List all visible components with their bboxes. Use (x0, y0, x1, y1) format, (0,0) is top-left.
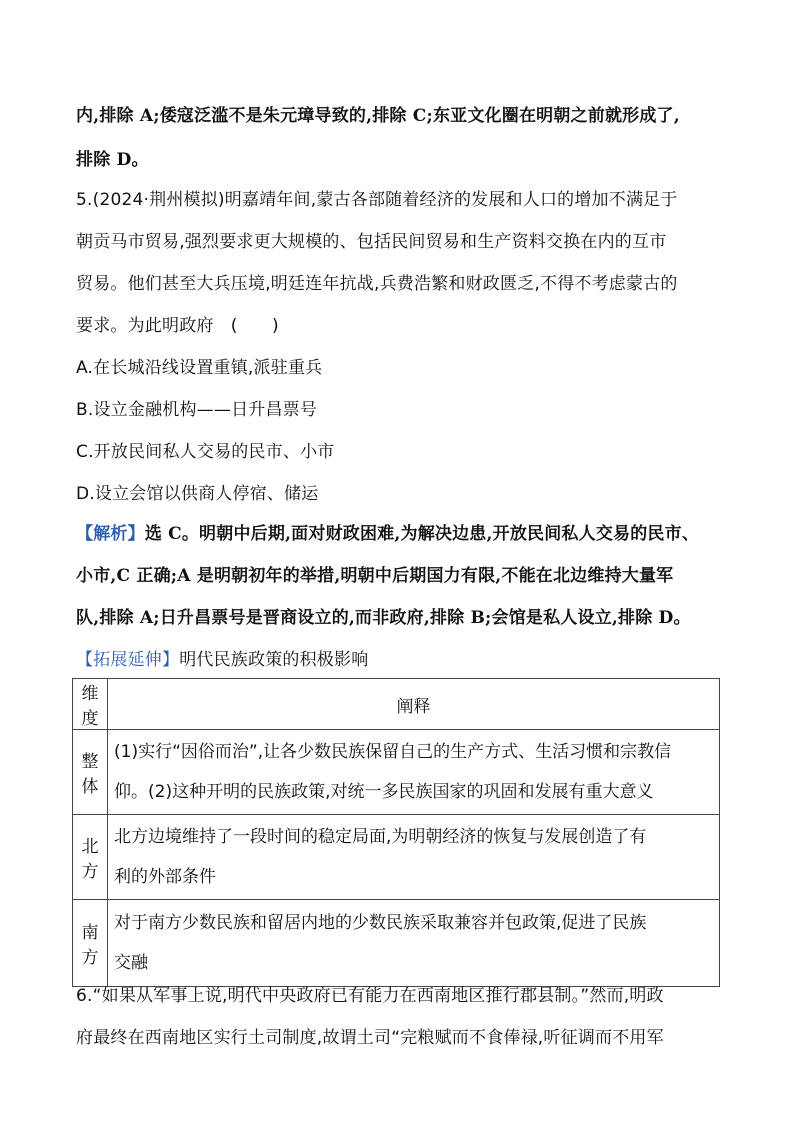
cell-line: 仰。(2)这种开明的民族政策,对统一多民族国家的巩固和发展有重大意义 (114, 782, 654, 802)
q5-option-d: D.设立会馆以供商人停宿、储运 (76, 484, 319, 504)
q5-stem-line-4: 要求。为此明政府 ( ) (76, 316, 279, 336)
prev-answer-line-2: 排除 D。 (76, 150, 149, 170)
table-cell-explanation (108, 815, 720, 900)
table-header-explanation: 阐释 (108, 679, 720, 730)
extension-heading (76, 648, 726, 672)
q5-option-a: A.在长城沿线设置重镇,派驻重兵 (76, 358, 323, 378)
q5-stem-line-3: 贸易。他们甚至大兵压境,明廷连年抗战,兵费浩繁和财政匮乏,不得不考虑蒙古的 (76, 274, 678, 294)
table-cell-explanation (108, 900, 720, 987)
table-row (73, 815, 720, 900)
analysis-tag: 【解析】 (76, 524, 145, 544)
table-header-row (73, 679, 720, 730)
extension-title: 明代民族政策的积极影响 (179, 650, 369, 670)
q5-option-b: B.设立金融机构——日升昌票号 (76, 400, 318, 420)
analysis-text-1: 选 C。明朝中后期,面对财政困难,为解决边患,开放民间私人交易的民市、 (144, 524, 700, 544)
extension-table (72, 678, 720, 987)
q5-option-c: C.开放民间私人交易的民市、小市 (76, 442, 335, 462)
table-cell-dimension: 整体 (73, 730, 108, 815)
q5-analysis-line-3: 队,排除 A;日升昌票号是晋商设立的,而非政府,排除 B;会馆是私人设立,排除 D。 (76, 608, 691, 628)
prev-answer-line-1: 内,排除 A;倭寇泛滥不是朱元璋导致的,排除 C;东亚文化圈在明朝之前就形成了, (76, 106, 680, 126)
table-cell-dimension: 南方 (73, 900, 108, 987)
extension-tag: 【拓展延伸】 (76, 650, 180, 670)
q5-stem-line-1: 5.(2024·荆州模拟)明嘉靖年间,蒙古各部随着经济的发展和人口的增加不满足于 (76, 190, 678, 210)
table-cell-explanation (108, 730, 720, 815)
cell-line: 交融 (114, 953, 148, 973)
table-row (73, 900, 720, 987)
q5-stem-line-2: 朝贡马市贸易,强烈要求更大规模的、包括民间贸易和生产资料交换在内的互市 (76, 232, 667, 252)
q6-line-2: 府最终在西南地区实行土司制度,故谓土司“完粮赋而不食俸禄,听征调而不用军 (76, 1028, 664, 1048)
q5-analysis-line-1 (76, 522, 726, 546)
cell-line: 对于南方少数民族和留居内地的少数民族采取兼容并包政策,促进了民族 (114, 913, 647, 933)
cell-line: 利的外部条件 (114, 867, 216, 887)
cell-line: 北方边境维持了一段时间的稳定局面,为明朝经济的恢复与发展创造了有 (114, 827, 647, 847)
table-row (73, 730, 720, 815)
cell-line: (1)实行“因俗而治”,让各少数民族保留自己的生产方式、生活习惯和宗教信 (114, 742, 672, 762)
q6-line-1: 6.“如果从军事上说,明代中央政府已有能力在西南地区推行郡县制。”然而,明政 (76, 986, 664, 1006)
q5-analysis-line-2: 小市,C 正确;A 是明朝初年的举措,明朝中后期国力有限,不能在北边维持大量军 (76, 566, 674, 586)
table-header-dimension: 维度 (73, 679, 108, 730)
table-cell-dimension: 北方 (73, 815, 108, 900)
